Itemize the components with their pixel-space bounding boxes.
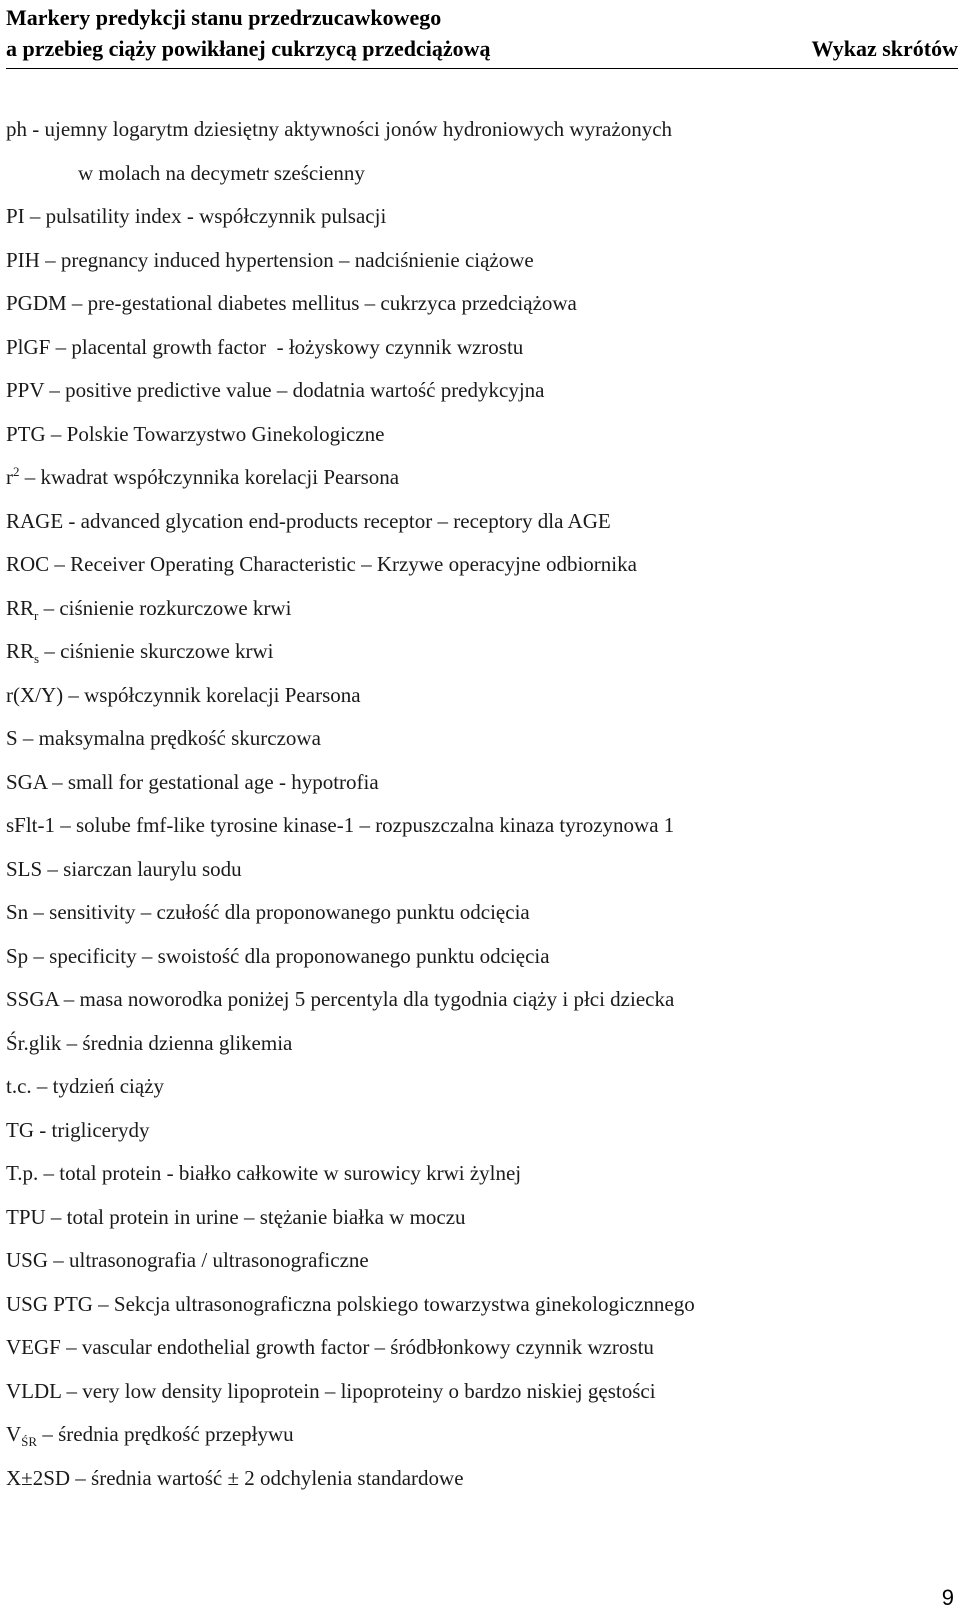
abbreviation-text: SSGA – masa noworodka poniżej 5 percentyla dla tygodnia ciąży i płci dziecka	[6, 987, 675, 1011]
abbreviation-entry	[6, 717, 946, 761]
abbreviation-entry	[6, 1196, 946, 1240]
abbreviation-text: ph - ujemny logarytm dziesiętny aktywności jonów hydroniowych wyrażonych	[6, 117, 673, 141]
abbreviation-entry	[6, 195, 946, 239]
abbreviation-entry	[6, 1065, 946, 1109]
abbreviation-symbol: V	[6, 1422, 22, 1446]
abbreviation-entry	[6, 500, 946, 544]
abbreviation-entry	[6, 239, 946, 283]
abbreviation-text: SLS – siarczan laurylu sodu	[6, 856, 242, 881]
abbreviation-text: SGA – small for gestational age - hypotrofia	[6, 769, 379, 794]
abbreviation-entry	[6, 282, 946, 326]
abbreviation-entry	[6, 935, 946, 979]
abbreviation-text: w molach na decymetr sześcienny	[78, 160, 365, 185]
document-title	[6, 2, 491, 64]
abbreviation-text: RAGE - advanced glycation end-products receptor – receptory dla AGE	[6, 508, 611, 533]
abbreviation-entry	[6, 326, 946, 370]
abbreviation-text: PI – pulsatility index - współczynnik pulsacji	[6, 204, 387, 228]
abbreviation-entry	[6, 543, 946, 587]
abbreviation-entry	[6, 1370, 946, 1414]
abbreviation-entry	[6, 587, 946, 631]
subscript: s	[34, 651, 40, 667]
abbreviation-entry	[6, 1413, 946, 1457]
abbreviation-entry	[6, 1326, 946, 1370]
subscript: r	[34, 607, 39, 623]
abbreviation-text: PTG – Polskie Towarzystwo Ginekologiczne	[6, 421, 385, 446]
abbreviation-entry	[6, 152, 946, 196]
abbreviation-entry	[6, 369, 946, 413]
abbreviation-text: T.p. – total protein - białko całkowite w surowicy krwi żylnej	[6, 1161, 522, 1185]
abbreviation-text: t.c. – tydzień ciąży	[6, 1074, 165, 1098]
page-header	[6, 0, 958, 69]
abbreviation-entry	[6, 1239, 946, 1283]
abbreviation-entry	[6, 413, 946, 457]
abbreviation-list	[6, 108, 946, 1500]
abbreviation-symbol: RR	[6, 595, 35, 620]
section-title: Wykaz skrótów	[811, 36, 958, 61]
abbreviation-text: – średnia prędkość przepływu	[37, 1422, 294, 1446]
abbreviation-text: USG – ultrasonografia / ultrasonograficzne	[6, 1248, 369, 1272]
superscript: 2	[13, 464, 20, 479]
abbreviation-text: Sp – specificity – swoistość dla proponowanego punktu odcięcia	[6, 943, 550, 968]
page-number: 9	[941, 1585, 954, 1610]
abbreviation-entry	[6, 108, 946, 152]
abbreviation-text: sFlt-1 – solube fmf-like tyrosine kinase-1 – rozpuszczalna kinaza tyrozynowa 1	[6, 813, 675, 837]
subscript: ŚR	[21, 1434, 38, 1450]
abbreviation-text: VLDL – very low density lipoprotein – lipoproteiny o bardzo niskiej gęstości	[6, 1378, 656, 1403]
document-title-line-2: a przebieg ciąży powikłanej cukrzycą przedciążową	[6, 36, 491, 61]
abbreviation-symbol: r	[6, 465, 13, 489]
abbreviation-text: ROC – Receiver Operating Characteristic – Krzywe operacyjne odbiornika	[6, 552, 637, 576]
abbreviation-entry	[6, 848, 946, 892]
abbreviation-entry	[6, 978, 946, 1022]
abbreviation-text: X±2SD – średnia wartość ± 2 odchylenia standardowe	[6, 1465, 464, 1490]
abbreviation-text: VEGF – vascular endothelial growth factor – śródbłonkowy czynnik wzrostu	[6, 1335, 654, 1359]
abbreviation-text: TPU – total protein in urine – stężanie białka w moczu	[6, 1204, 466, 1229]
abbreviation-entry	[6, 1022, 946, 1066]
abbreviation-entry	[6, 804, 946, 848]
abbreviation-text: – kwadrat współczynnika korelacji Pearsona	[19, 465, 400, 489]
abbreviation-text: PlGF – placental growth factor - łożyskowy czynnik wzrostu	[6, 334, 524, 359]
abbreviation-text: S – maksymalna prędkość skurczowa	[6, 726, 321, 750]
abbreviation-text: Sn – sensitivity – czułość dla proponowanego punktu odcięcia	[6, 900, 530, 924]
abbreviation-text: – ciśnienie rozkurczowe krwi	[38, 595, 292, 620]
abbreviation-text: USG PTG – Sekcja ultrasonograficzna polskiego towarzystwa ginekologicznnego	[6, 1291, 695, 1316]
abbreviation-entry	[6, 761, 946, 805]
abbreviation-entry	[6, 1457, 946, 1501]
abbreviation-text: TG - triglicerydy	[6, 1117, 150, 1142]
abbreviation-text: PGDM – pre-gestational diabetes mellitus – cukrzyca przedciążowa	[6, 291, 577, 315]
abbreviation-text: PPV – positive predictive value – dodatnia wartość predykcyjna	[6, 378, 545, 402]
abbreviation-symbol: RR	[6, 639, 35, 663]
document-title-line-1: Markery predykcji stanu przedrzucawkowego	[6, 5, 442, 30]
abbreviation-entry	[6, 674, 946, 718]
abbreviation-entry	[6, 1283, 946, 1327]
abbreviation-text: r(X/Y) – współczynnik korelacji Pearsona	[6, 682, 361, 707]
abbreviation-entry	[6, 630, 946, 674]
abbreviation-entry	[6, 1109, 946, 1153]
abbreviation-entry	[6, 891, 946, 935]
abbreviation-text: PIH – pregnancy induced hypertension – nadciśnienie ciążowe	[6, 247, 534, 272]
abbreviation-text: – ciśnienie skurczowe krwi	[39, 639, 274, 663]
abbreviation-entry	[6, 1152, 946, 1196]
abbreviation-text: Śr.glik – średnia dzienna glikemia	[6, 1030, 293, 1055]
abbreviation-entry	[6, 456, 946, 500]
